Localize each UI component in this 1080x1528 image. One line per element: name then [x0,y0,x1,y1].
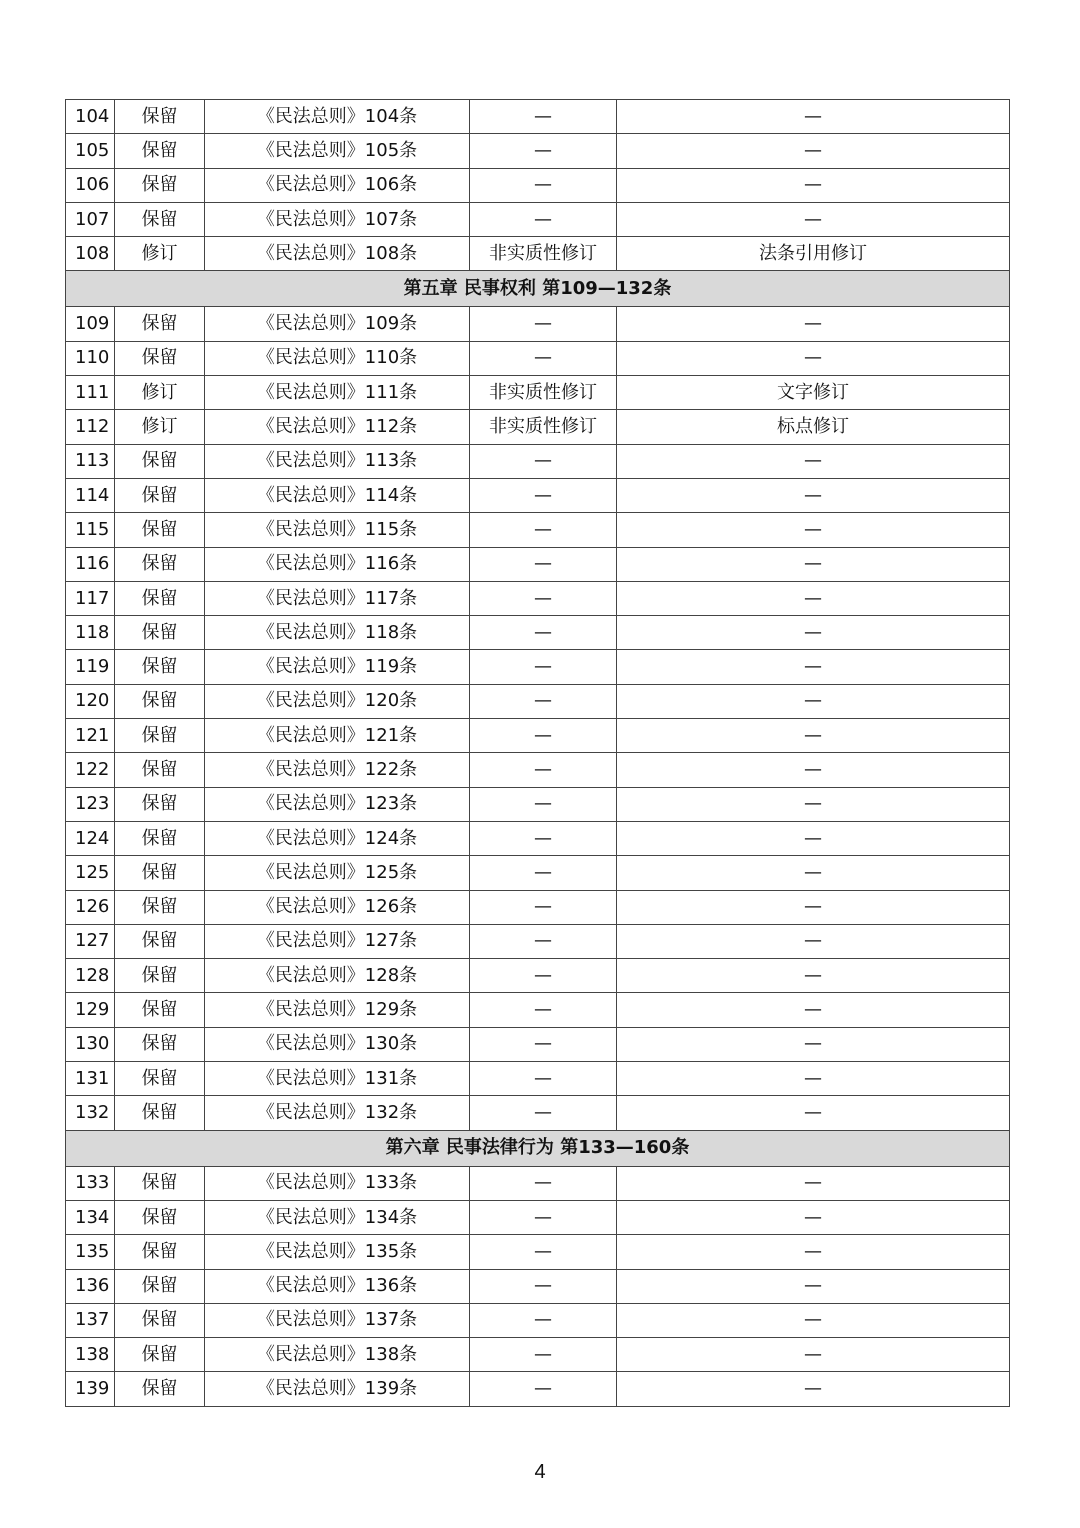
status-cell: 保留 [115,1027,205,1061]
status-cell: 保留 [115,547,205,581]
note-cell: — [617,821,1010,855]
note-cell: — [617,444,1010,478]
article-reference-cell: 《民法总则》127条 [205,924,470,958]
article-number-cell: 139 [66,1372,115,1406]
change-type-cell: 非实质性修订 [470,237,617,271]
table-row [66,1027,1010,1061]
article-number-cell: 130 [66,1027,115,1061]
table-row [66,1338,1010,1372]
article-reference-cell: 《民法总则》104条 [205,100,470,134]
article-number-cell: 136 [66,1269,115,1303]
table-row [66,1372,1010,1406]
chapter-header-row [66,1130,1010,1166]
change-type-cell: — [470,753,617,787]
article-reference-cell: 《民法总则》118条 [205,616,470,650]
status-cell: 保留 [115,134,205,168]
table-row [66,684,1010,718]
change-type-cell: — [470,787,617,821]
status-cell: 保留 [115,650,205,684]
note-cell: — [617,1200,1010,1234]
status-cell: 保留 [115,1338,205,1372]
note-cell: — [617,134,1010,168]
note-cell: — [617,1338,1010,1372]
note-cell: 标点修订 [617,410,1010,444]
table-row [66,1062,1010,1096]
article-reference-cell: 《民法总则》132条 [205,1096,470,1130]
article-reference-cell: 《民法总则》129条 [205,993,470,1027]
status-cell: 保留 [115,719,205,753]
status-cell: 保留 [115,100,205,134]
change-type-cell: — [470,1200,617,1234]
article-reference-cell: 《民法总则》138条 [205,1338,470,1372]
status-cell: 保留 [115,168,205,202]
note-cell: — [617,202,1010,236]
change-type-cell: — [470,547,617,581]
article-number-cell: 110 [66,341,115,375]
note-cell: — [617,1027,1010,1061]
article-reference-cell: 《民法总则》114条 [205,478,470,512]
chapter-title: 第五章 民事权利 第109—132条 [66,271,1010,307]
article-number-cell: 123 [66,787,115,821]
article-number-cell: 121 [66,719,115,753]
note-cell: — [617,1062,1010,1096]
note-cell: — [617,581,1010,615]
article-number-cell: 106 [66,168,115,202]
article-reference-cell: 《民法总则》117条 [205,581,470,615]
article-number-cell: 125 [66,856,115,890]
table-row [66,993,1010,1027]
note-cell: — [617,1166,1010,1200]
note-cell: — [617,993,1010,1027]
status-cell: 保留 [115,856,205,890]
change-type-cell: — [470,1096,617,1130]
article-reference-cell: 《民法总则》123条 [205,787,470,821]
change-type-cell: — [470,616,617,650]
table-row [66,444,1010,478]
change-type-cell: — [470,202,617,236]
table-row [66,513,1010,547]
change-type-cell: — [470,513,617,547]
article-reference-cell: 《民法总则》116条 [205,547,470,581]
status-cell: 保留 [115,993,205,1027]
note-cell: — [617,856,1010,890]
article-reference-cell: 《民法总则》125条 [205,856,470,890]
note-cell: 法条引用修订 [617,237,1010,271]
chapter-header-row [66,271,1010,307]
article-number-cell: 113 [66,444,115,478]
article-number-cell: 134 [66,1200,115,1234]
status-cell: 保留 [115,890,205,924]
article-number-cell: 132 [66,1096,115,1130]
article-reference-cell: 《民法总则》109条 [205,307,470,341]
status-cell: 保留 [115,1372,205,1406]
change-type-cell: — [470,1062,617,1096]
table-row [66,1096,1010,1130]
article-number-cell: 115 [66,513,115,547]
change-type-cell: — [470,341,617,375]
article-reference-cell: 《民法总则》111条 [205,376,470,410]
article-number-cell: 118 [66,616,115,650]
article-reference-cell: 《民法总则》133条 [205,1166,470,1200]
article-reference-cell: 《民法总则》115条 [205,513,470,547]
note-cell: — [617,616,1010,650]
article-reference-cell: 《民法总则》130条 [205,1027,470,1061]
change-type-cell: — [470,1235,617,1269]
status-cell: 保留 [115,444,205,478]
table-row [66,341,1010,375]
note-cell: — [617,547,1010,581]
article-number-cell: 129 [66,993,115,1027]
article-number-cell: 112 [66,410,115,444]
page-number: 4 [534,1461,546,1483]
note-cell: — [617,478,1010,512]
status-cell: 保留 [115,821,205,855]
status-cell: 修订 [115,376,205,410]
article-reference-cell: 《民法总则》107条 [205,202,470,236]
article-reference-cell: 《民法总则》137条 [205,1303,470,1337]
article-reference-cell: 《民法总则》131条 [205,1062,470,1096]
note-cell: — [617,1096,1010,1130]
table-row [66,856,1010,890]
article-number-cell: 119 [66,650,115,684]
change-type-cell: — [470,959,617,993]
article-reference-cell: 《民法总则》106条 [205,168,470,202]
status-cell: 保留 [115,513,205,547]
article-reference-cell: 《民法总则》136条 [205,1269,470,1303]
change-type-cell: — [470,1338,617,1372]
status-cell: 保留 [115,307,205,341]
note-cell: — [617,1235,1010,1269]
article-number-cell: 122 [66,753,115,787]
article-reference-cell: 《民法总则》122条 [205,753,470,787]
status-cell: 修订 [115,237,205,271]
change-type-cell: — [470,444,617,478]
article-number-cell: 124 [66,821,115,855]
note-cell: — [617,959,1010,993]
note-cell: — [617,513,1010,547]
note-cell: 文字修订 [617,376,1010,410]
table-row [66,650,1010,684]
note-cell: — [617,719,1010,753]
article-number-cell: 104 [66,100,115,134]
article-reference-cell: 《民法总则》128条 [205,959,470,993]
table-row [66,237,1010,271]
table-row [66,719,1010,753]
note-cell: — [617,753,1010,787]
status-cell: 保留 [115,1303,205,1337]
status-cell: 保留 [115,684,205,718]
article-number-cell: 114 [66,478,115,512]
table-row [66,168,1010,202]
note-cell: — [617,1269,1010,1303]
change-type-cell: — [470,993,617,1027]
status-cell: 保留 [115,478,205,512]
article-number-cell: 111 [66,376,115,410]
table-row [66,787,1010,821]
change-type-cell: — [470,821,617,855]
change-type-cell: — [470,719,617,753]
status-cell: 保留 [115,202,205,236]
chapter-title: 第六章 民事法律行为 第133—160条 [66,1130,1010,1166]
table-row [66,821,1010,855]
note-cell: — [617,100,1010,134]
change-type-cell: — [470,890,617,924]
note-cell: — [617,890,1010,924]
table-row [66,1200,1010,1234]
status-cell: 保留 [115,1166,205,1200]
article-number-cell: 108 [66,237,115,271]
table-row [66,307,1010,341]
note-cell: — [617,684,1010,718]
table-row [66,1303,1010,1337]
article-reference-cell: 《民法总则》119条 [205,650,470,684]
change-type-cell: — [470,1027,617,1061]
article-number-cell: 138 [66,1338,115,1372]
table-row [66,134,1010,168]
article-reference-cell: 《民法总则》124条 [205,821,470,855]
table-row [66,1269,1010,1303]
note-cell: — [617,650,1010,684]
article-number-cell: 131 [66,1062,115,1096]
change-type-cell: 非实质性修订 [470,376,617,410]
table-row [66,616,1010,650]
status-cell: 保留 [115,1235,205,1269]
table-row [66,753,1010,787]
article-reference-cell: 《民法总则》105条 [205,134,470,168]
article-number-cell: 117 [66,581,115,615]
article-reference-cell: 《民法总则》121条 [205,719,470,753]
article-number-cell: 133 [66,1166,115,1200]
article-number-cell: 137 [66,1303,115,1337]
change-type-cell: — [470,100,617,134]
change-type-cell: — [470,168,617,202]
article-number-cell: 128 [66,959,115,993]
article-number-cell: 127 [66,924,115,958]
note-cell: — [617,168,1010,202]
status-cell: 保留 [115,924,205,958]
change-type-cell: — [470,684,617,718]
change-type-cell: — [470,924,617,958]
change-type-cell: — [470,856,617,890]
table-row [66,100,1010,134]
table-row [66,547,1010,581]
change-type-cell: — [470,1372,617,1406]
article-reference-cell: 《民法总则》139条 [205,1372,470,1406]
article-number-cell: 116 [66,547,115,581]
status-cell: 修订 [115,410,205,444]
status-cell: 保留 [115,1200,205,1234]
table-row [66,890,1010,924]
status-cell: 保留 [115,341,205,375]
status-cell: 保留 [115,1096,205,1130]
status-cell: 保留 [115,1269,205,1303]
change-type-cell: — [470,307,617,341]
revision-table [65,99,1010,1407]
table-row [66,581,1010,615]
change-type-cell: — [470,581,617,615]
status-cell: 保留 [115,616,205,650]
status-cell: 保留 [115,753,205,787]
table-row [66,410,1010,444]
status-cell: 保留 [115,1062,205,1096]
table-row [66,924,1010,958]
status-cell: 保留 [115,959,205,993]
note-cell: — [617,307,1010,341]
table-row [66,1166,1010,1200]
article-reference-cell: 《民法总则》113条 [205,444,470,478]
change-type-cell: — [470,478,617,512]
change-type-cell: — [470,1303,617,1337]
status-cell: 保留 [115,581,205,615]
article-number-cell: 109 [66,307,115,341]
change-type-cell: — [470,1269,617,1303]
note-cell: — [617,924,1010,958]
article-reference-cell: 《民法总则》134条 [205,1200,470,1234]
note-cell: — [617,341,1010,375]
change-type-cell: 非实质性修订 [470,410,617,444]
note-cell: — [617,1303,1010,1337]
article-reference-cell: 《民法总则》135条 [205,1235,470,1269]
article-number-cell: 105 [66,134,115,168]
article-number-cell: 107 [66,202,115,236]
table-row [66,959,1010,993]
change-type-cell: — [470,1166,617,1200]
article-reference-cell: 《民法总则》112条 [205,410,470,444]
article-number-cell: 126 [66,890,115,924]
article-number-cell: 135 [66,1235,115,1269]
article-reference-cell: 《民法总则》120条 [205,684,470,718]
note-cell: — [617,787,1010,821]
article-reference-cell: 《民法总则》110条 [205,341,470,375]
article-reference-cell: 《民法总则》108条 [205,237,470,271]
table-body [66,100,1010,1407]
status-cell: 保留 [115,787,205,821]
table-row [66,202,1010,236]
table-row [66,376,1010,410]
change-type-cell: — [470,134,617,168]
note-cell: — [617,1372,1010,1406]
change-type-cell: — [470,650,617,684]
table-row [66,478,1010,512]
table-row [66,1235,1010,1269]
article-reference-cell: 《民法总则》126条 [205,890,470,924]
article-number-cell: 120 [66,684,115,718]
